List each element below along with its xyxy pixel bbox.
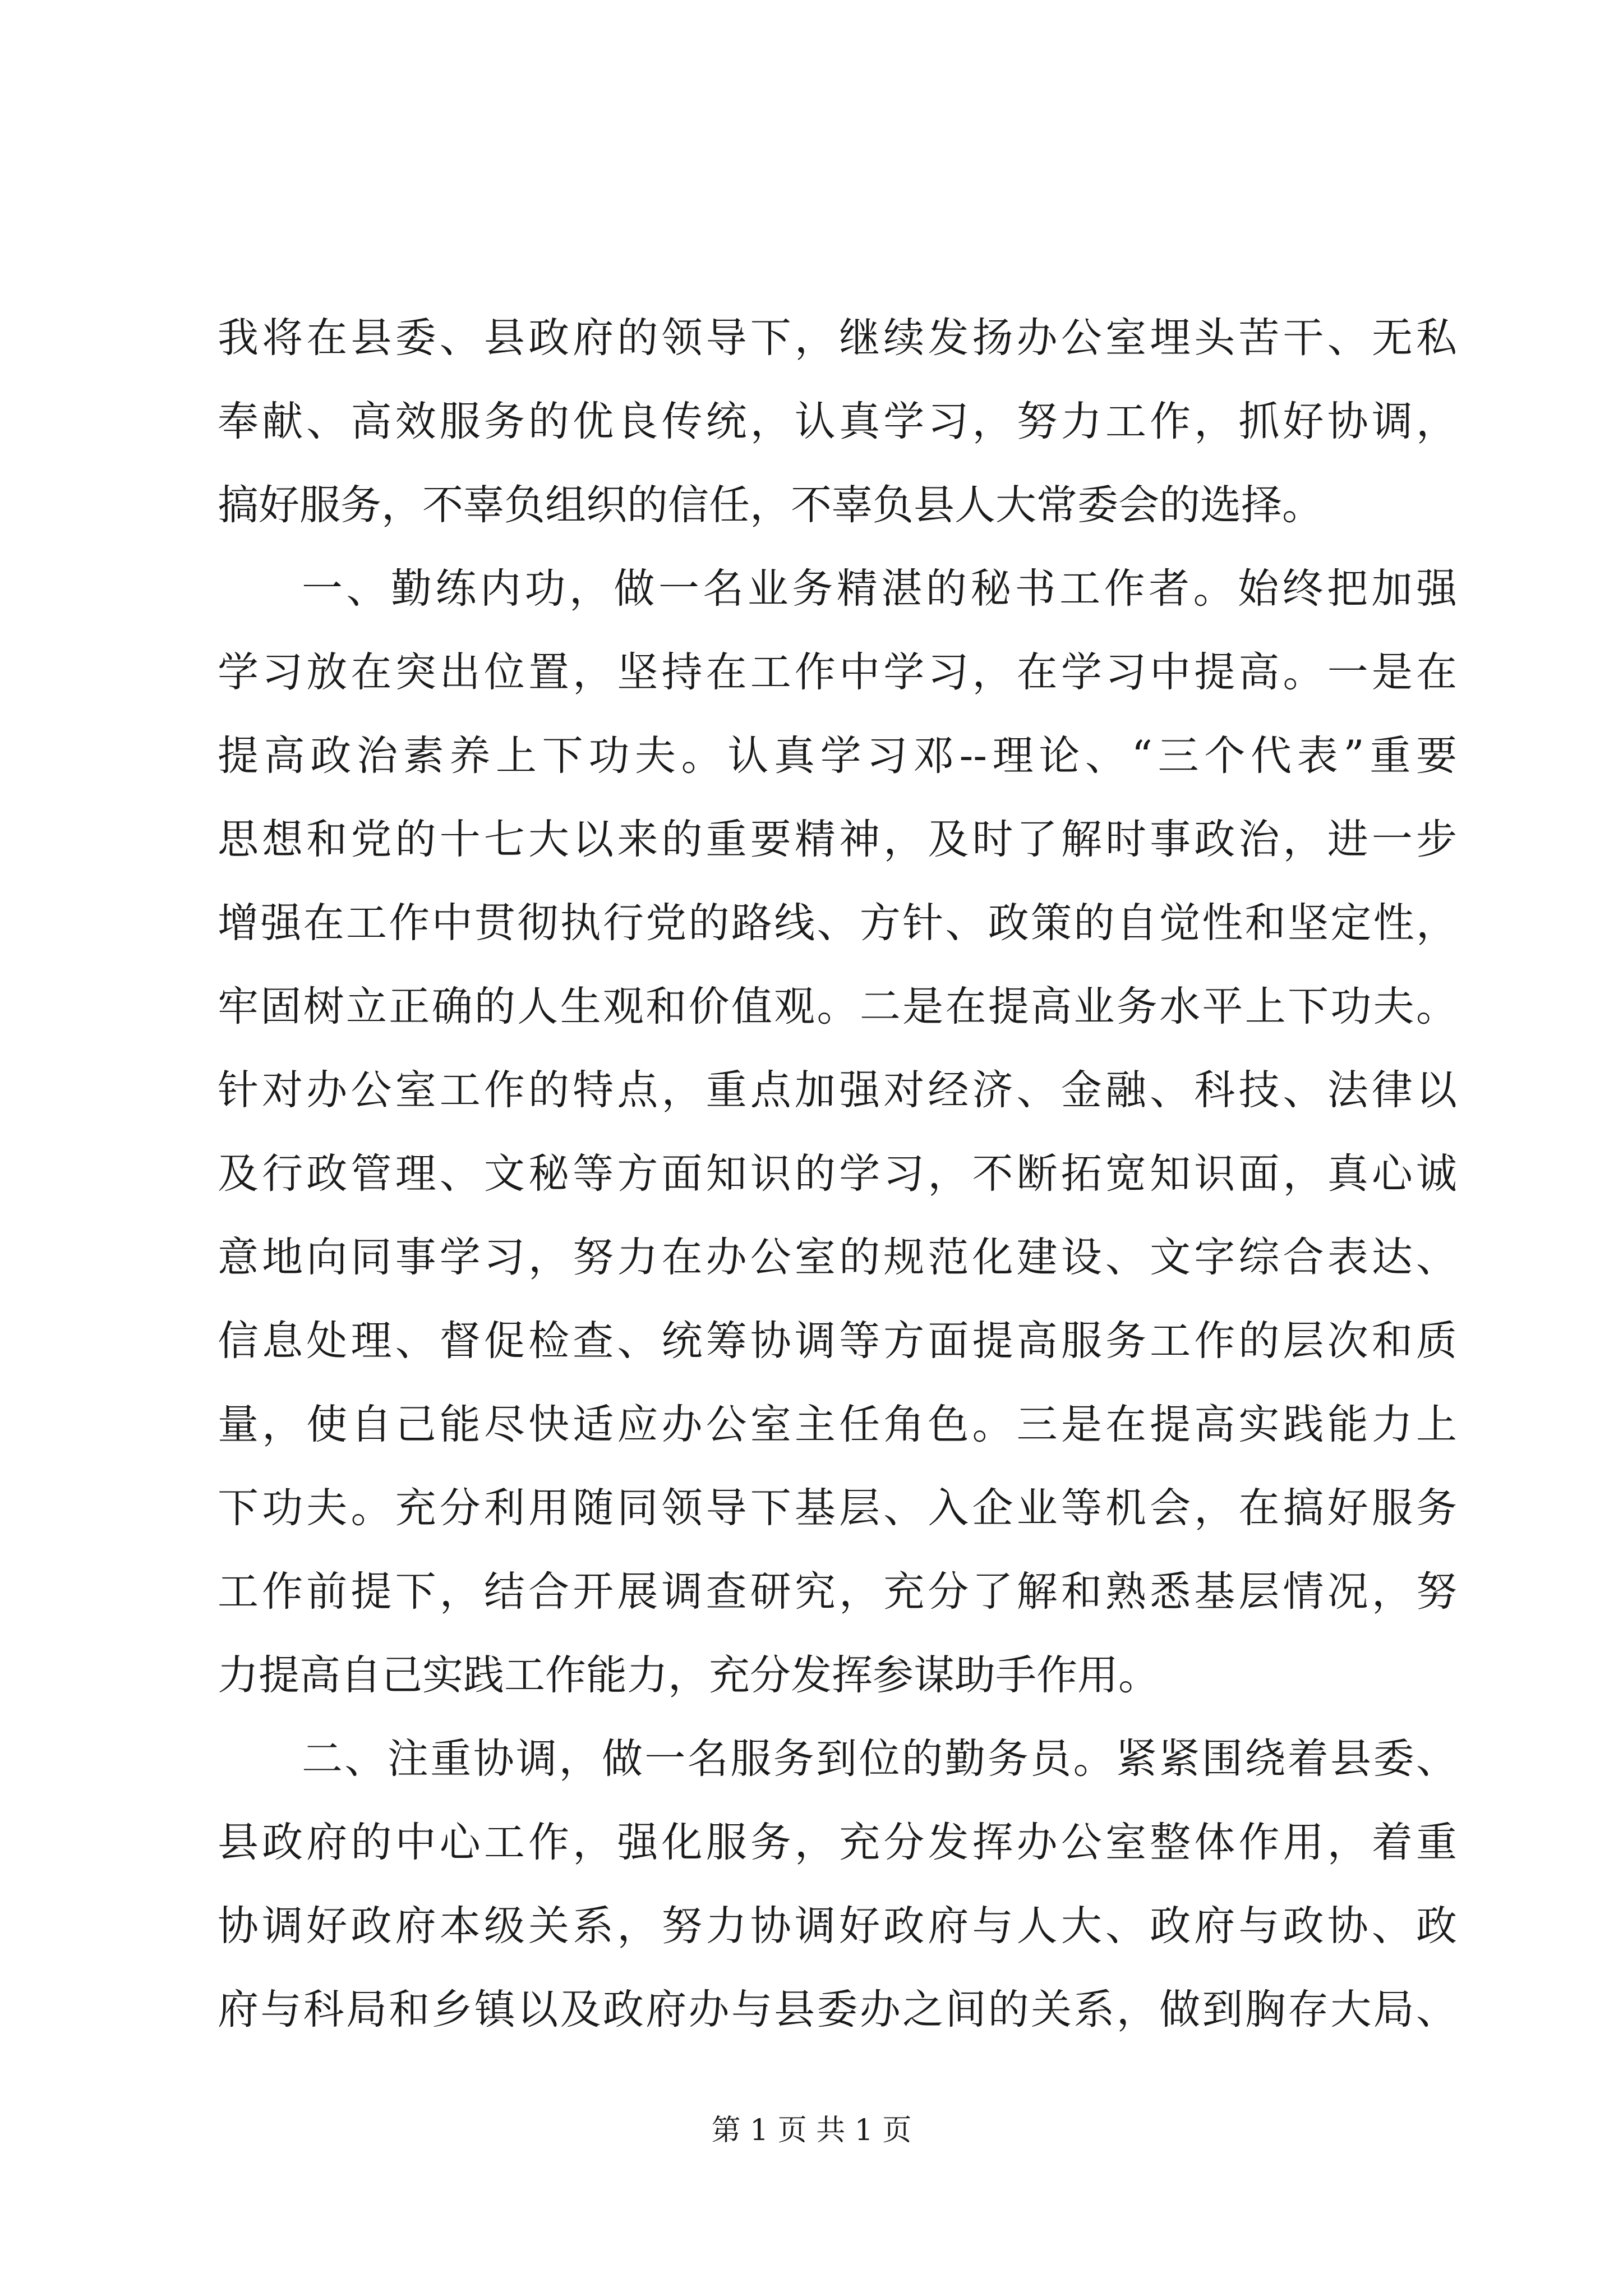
- text-line: 提高政治素养上下功夫。认真学习邓--理论、“三个代表”重要: [218, 732, 1457, 780]
- text-line: 府与科局和乡镇以及政府办与县委办之间的关系，做到胸存大局、: [218, 1986, 1457, 2033]
- text-line: 奉献、高效服务的优良传统，认真学习，努力工作，抓好协调，: [218, 398, 1457, 445]
- text-line: 针对办公室工作的特点，重点加强对经济、金融、科技、法律以: [218, 1066, 1457, 1114]
- text-line: 县政府的中心工作，强化服务，充分发挥办公室整体作用，着重: [218, 1819, 1457, 1866]
- text-line: 意地向同事学习，努力在办公室的规范化建设、文字综合表达、: [218, 1234, 1457, 1281]
- text-line: 信息处理、督促检查、统筹协调等方面提高服务工作的层次和质: [218, 1317, 1457, 1365]
- text-line: 我将在县委、县政府的领导下，继续发扬办公室埋头苦干、无私: [218, 314, 1457, 362]
- text-line: 协调好政府本级关系，努力协调好政府与人大、政府与政协、政: [218, 1902, 1457, 1950]
- document-body: [218, 296, 1457, 2051]
- text-line: 及行政管理、文秘等方面知识的学习，不断拓宽知识面，真心诚: [218, 1150, 1457, 1198]
- text-line: 量，使自己能尽快适应办公室主任角色。三是在提高实践能力上: [218, 1401, 1457, 1448]
- text-line: 工作前提下，结合开展调查研究，充分了解和熟悉基层情况，努: [218, 1568, 1457, 1616]
- text-line: 增强在工作中贯彻执行党的路线、方针、政策的自觉性和坚定性，: [218, 899, 1457, 947]
- text-line: 二、注重协调，做一名服务到位的勤务员。紧紧围绕着县委、: [302, 1735, 1457, 1783]
- text-line: 力提高自己实践工作能力，充分发挥参谋助手作用。: [218, 1651, 1159, 1699]
- text-line: 牢固树立正确的人生观和价值观。二是在提高业务水平上下功夫。: [218, 983, 1457, 1030]
- text-line: 思想和党的十七大以来的重要精神，及时了解时事政治，进一步: [218, 816, 1457, 863]
- page-footer: 第 1 页 共 1 页: [711, 2114, 912, 2147]
- text-line: 一、勤练内功，做一名业务精湛的秘书工作者。始终把加强: [302, 565, 1457, 613]
- text-line: 学习放在突出位置，坚持在工作中学习，在学习中提高。一是在: [218, 648, 1457, 696]
- text-line: 下功夫。充分利用随同领导下基层、入企业等机会，在搞好服务: [218, 1484, 1457, 1532]
- text-line: 搞好服务，不辜负组织的信任，不辜负县人大常委会的选择。: [218, 481, 1323, 529]
